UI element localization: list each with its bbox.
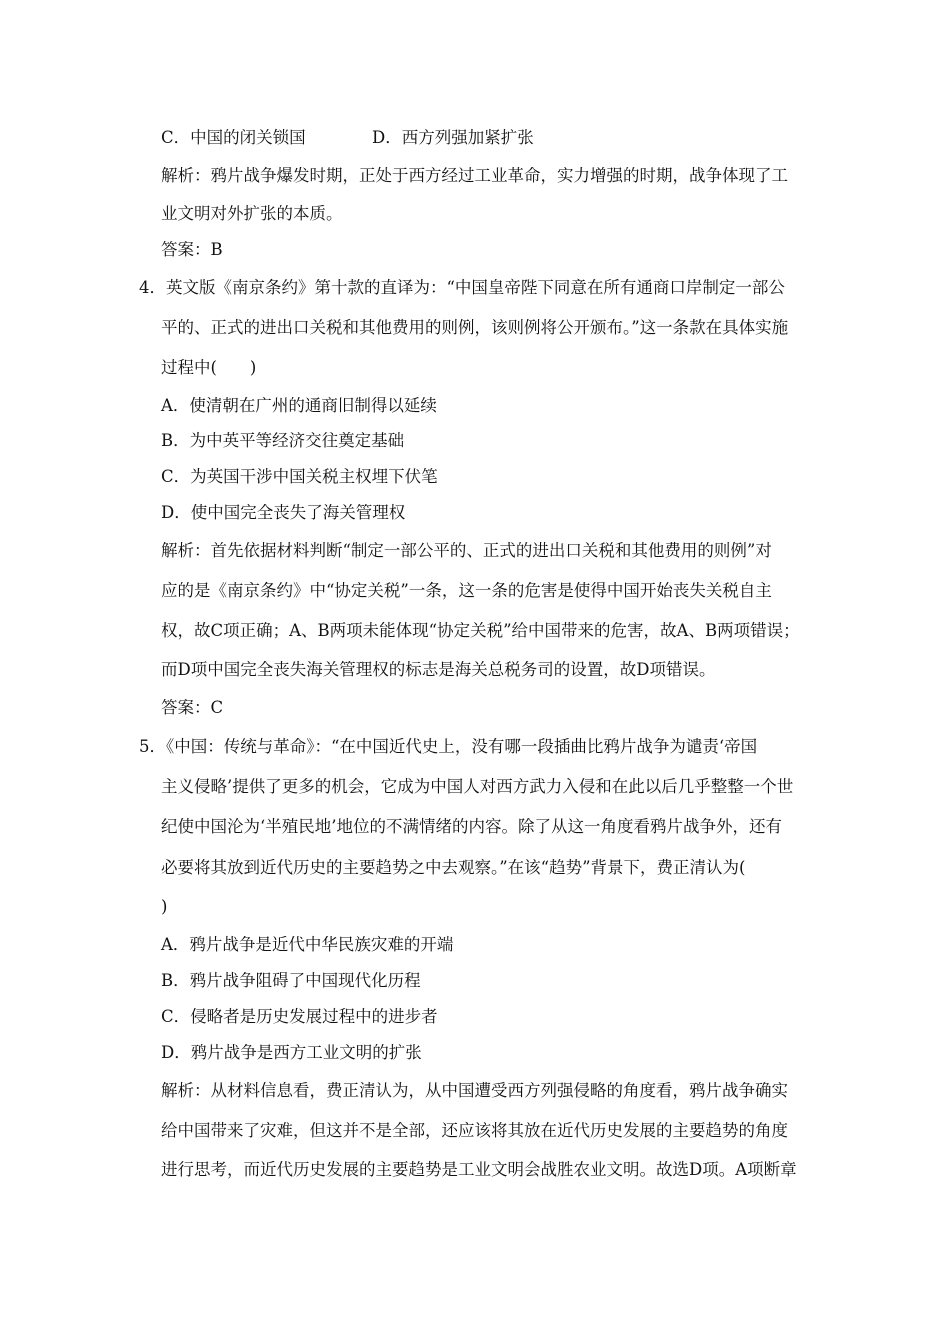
q4-stem-line: 平的、正式的进出口关税和其他费用的则例，该则例将公开颁布。”这一条款在具体实施 xyxy=(161,318,789,337)
q3-analysis-line: 解析：鸦片战争爆发时期，正处于西方经过工业革命，实力增强的时期，战争体现了工 xyxy=(161,166,788,185)
q5-analysis-line: 进行思考，而近代历史发展的主要趋势是工业文明会战胜农业文明。故选D项。A项断章 xyxy=(161,1160,797,1179)
q4-answer: 答案：C xyxy=(161,698,224,717)
q5-stem-line: 主义侵略’提供了更多的机会，它成为中国人对西方武力入侵和在此以后几乎整整一个世 xyxy=(161,777,794,796)
q4-stem-line: 4．英文版《南京条约》第十款的直译为：“中国皇帝陛下同意在所有通商口岸制定一部公 xyxy=(139,278,785,297)
q4-stem-line: 过程中( ) xyxy=(161,358,257,377)
q4-analysis-line: 权，故C项正确；A、B两项未能体现“协定关税”给中国带来的危害，故A、B两项错误； xyxy=(161,621,800,640)
q4-option-c: C．为英国干涉中国关税主权埋下伏笔 xyxy=(161,467,438,486)
q4-option-b: B．为中英平等经济交往奠定基础 xyxy=(161,431,405,450)
q5-option-d: D．鸦片战争是西方工业文明的扩张 xyxy=(161,1043,422,1062)
q3-analysis-line: 业文明对外扩张的本质。 xyxy=(161,204,343,223)
q3-option-c: C．中国的闭关锁国 xyxy=(161,128,306,147)
q4-analysis-line: 应的是《南京条约》中“协定关税”一条，这一条的危害是使得中国开始丧失关税自主 xyxy=(161,581,772,600)
q5-stem-line: 纪使中国沦为‘半殖民地’地位的不满情绪的内容。除了从这一角度看鸦片战争外，还有 xyxy=(161,817,782,836)
q4-analysis-line: 解析：首先依据材料判断“制定一部公平的、正式的进出口关税和其他费用的则例”对 xyxy=(161,541,772,560)
q4-option-d: D．使中国完全丧失了海关管理权 xyxy=(161,503,406,522)
q4-analysis-line: 而D项中国完全丧失海关管理权的标志是海关总税务司的设置，故D项错误。 xyxy=(161,660,716,679)
q5-analysis-line: 给中国带来了灾难，但这并不是全部，还应该将其放在近代历史发展的主要趋势的角度 xyxy=(161,1121,788,1140)
q5-option-b: B．鸦片战争阻碍了中国现代化历程 xyxy=(161,971,421,990)
q5-stem-line: 5．《中国：传统与革命》：“在中国近代史上，没有哪一段插曲比鸦片战争为谴责‘帝国 xyxy=(139,737,758,756)
q5-analysis-line: 解析：从材料信息看，费正清认为，从中国遭受西方列强侵略的角度看，鸦片战争确实 xyxy=(161,1081,788,1100)
q5-stem-line: ) xyxy=(161,897,168,916)
q5-stem-line: 必要将其放到近代历史的主要趋势之中去观察。”在该“趋势”背景下，费正清认为( xyxy=(161,858,746,877)
q3-option-d: D．西方列强加紧扩张 xyxy=(372,128,534,147)
q4-option-a: A．使清朝在广州的通商旧制得以延续 xyxy=(161,396,437,415)
q5-option-a: A．鸦片战争是近代中华民族灾难的开端 xyxy=(161,935,454,954)
q3-answer: 答案：B xyxy=(161,240,223,259)
q5-option-c: C．侵略者是历史发展过程中的进步者 xyxy=(161,1007,438,1026)
